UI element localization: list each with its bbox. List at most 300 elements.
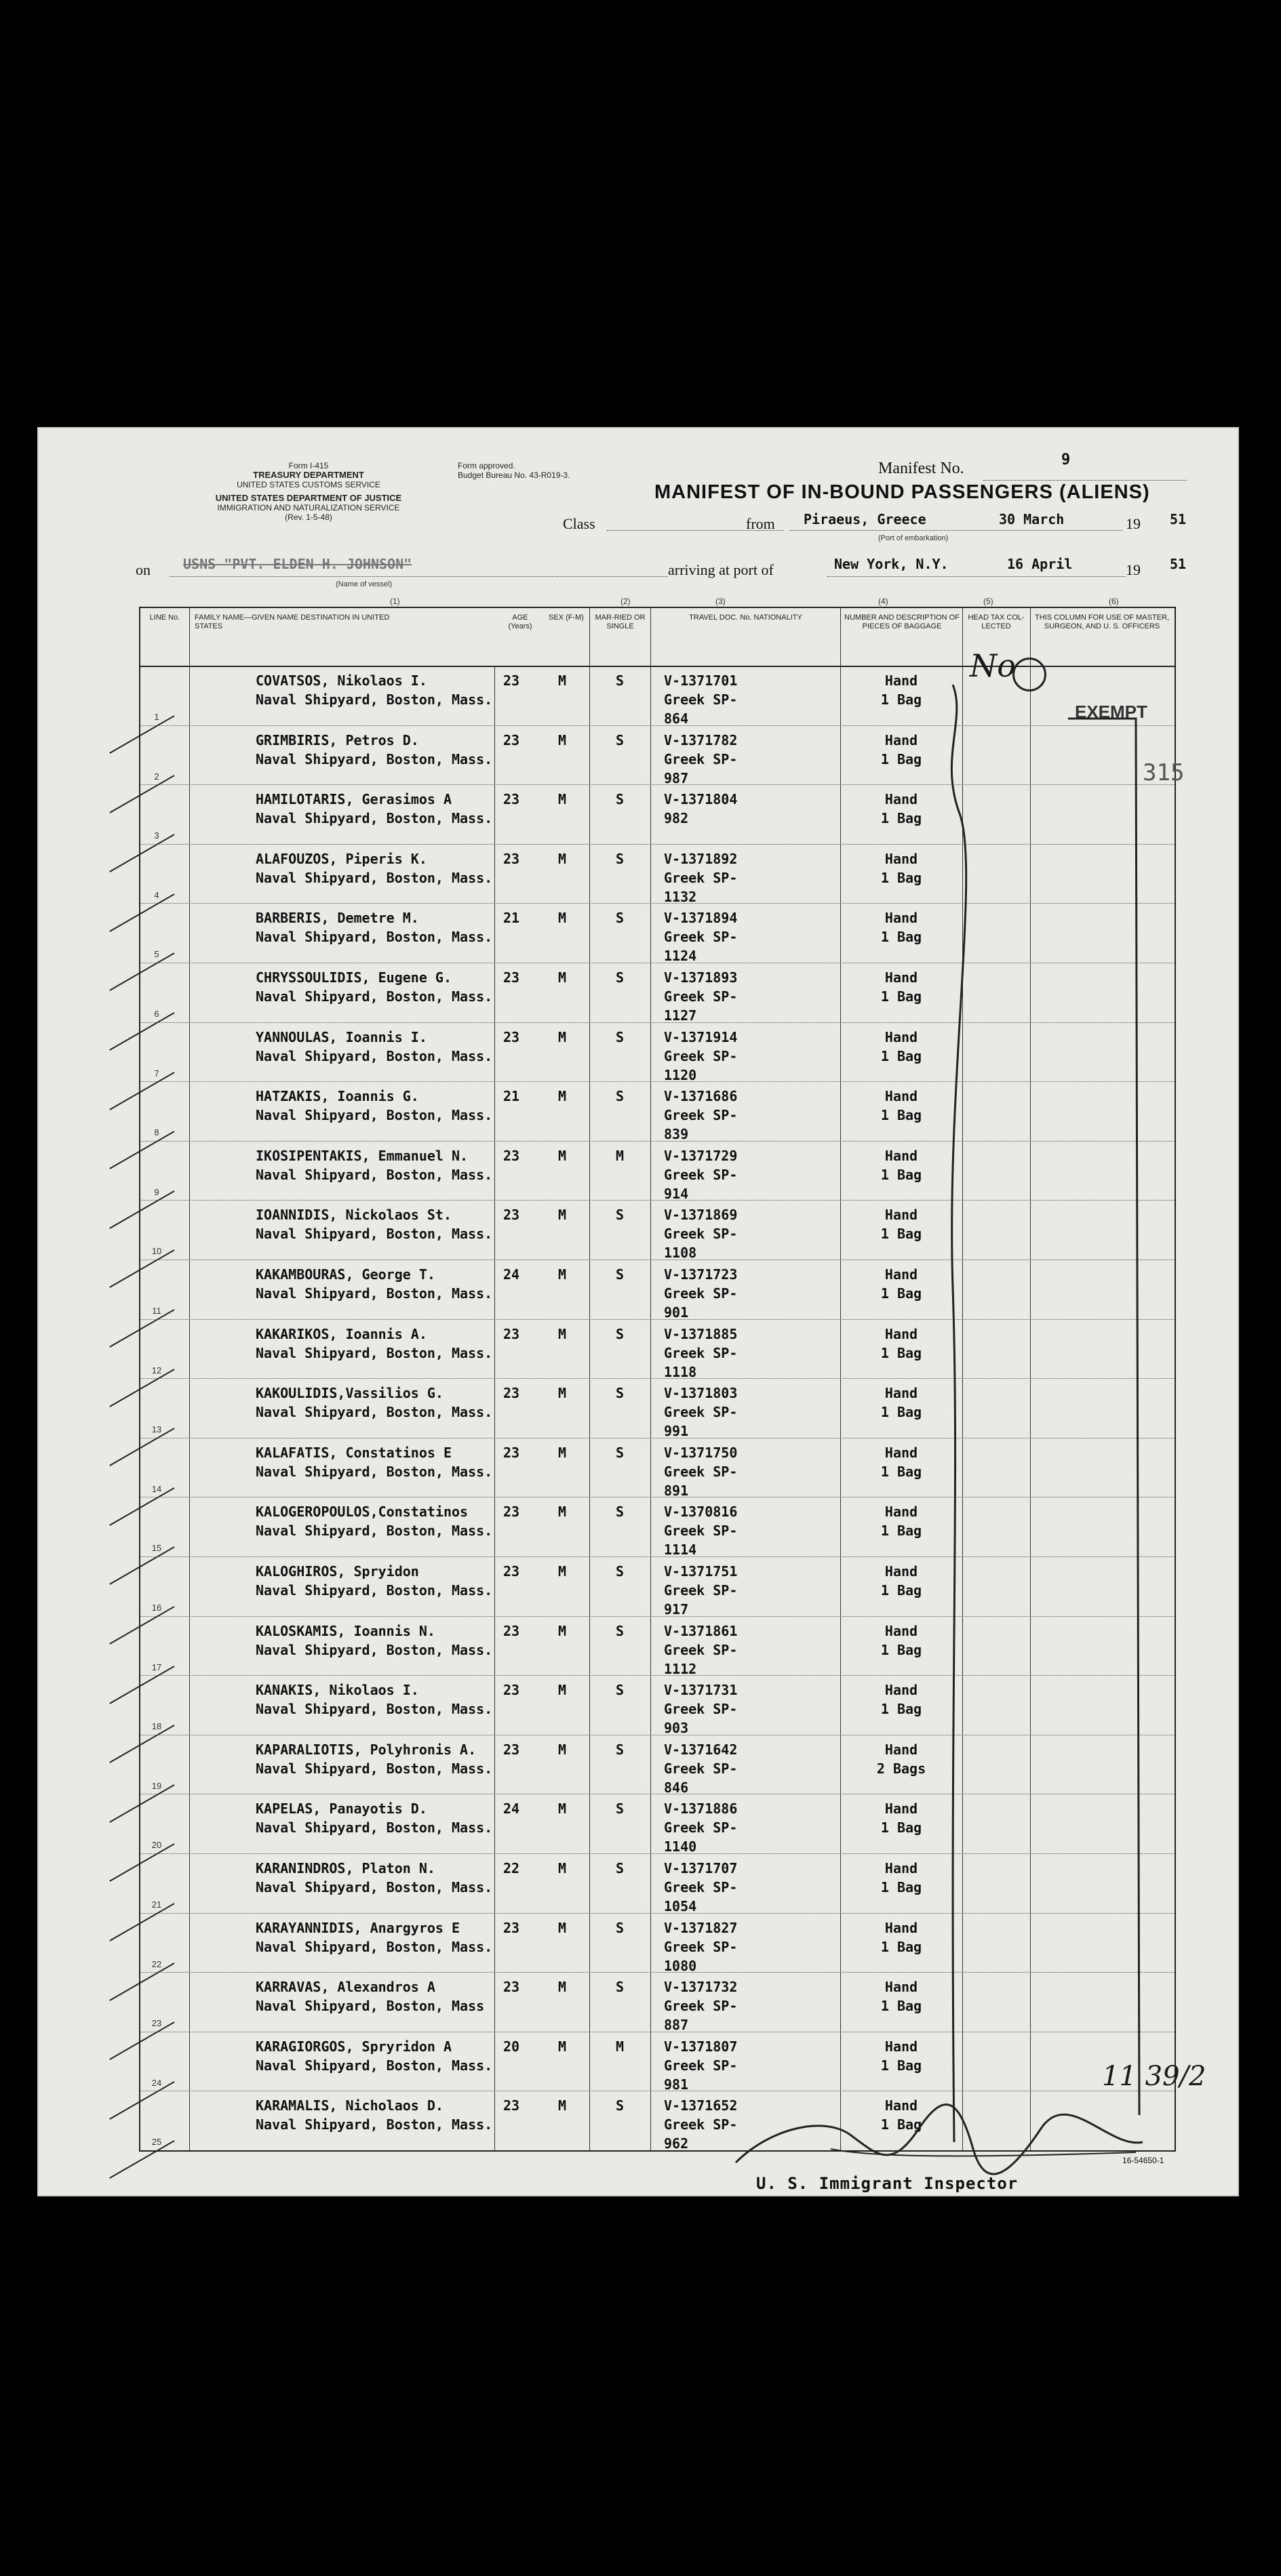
- form-approval: [458, 461, 570, 480]
- line-number: 16: [151, 1603, 162, 1613]
- baggage-line: Hand: [884, 1504, 918, 1521]
- passenger-name: KARRAVAS, Alexandros A: [256, 1979, 435, 1996]
- destination: Naval Shipyard, Boston, Mass.: [256, 988, 493, 1005]
- sex-cell: M: [557, 1682, 567, 1699]
- sex-cell: M: [557, 969, 567, 986]
- age-cell: 23: [502, 1504, 520, 1521]
- marital-status: S: [615, 731, 625, 748]
- marital-status: S: [615, 1504, 625, 1521]
- departure-date: 30 March: [999, 511, 1065, 527]
- line-number: 10: [151, 1246, 162, 1257]
- travel-doc-line: V-1371803: [664, 1385, 738, 1402]
- passenger-name: KALOGEROPOULOS,Constatinos: [256, 1504, 469, 1521]
- header-officers: THIS COLUMN FOR USE OF MASTER, SURGEON, AND U. S. OFFICERS: [1034, 613, 1169, 630]
- travel-doc-line: 982: [664, 810, 689, 827]
- destination: Naval Shipyard, Boston, Mass.: [256, 691, 493, 708]
- marital-status: S: [615, 910, 625, 927]
- marital-status: S: [615, 1563, 625, 1579]
- travel-doc-line: Greek SP-: [664, 1819, 738, 1836]
- baggage-line: 1 Bag: [880, 1047, 922, 1064]
- travel-document: [664, 1918, 737, 1975]
- travel-doc-line: V-1371751: [664, 1563, 738, 1579]
- header-sex: SEX (F-M): [549, 613, 584, 622]
- age-cell: 23: [502, 1741, 520, 1758]
- year-prefix: 19: [1126, 515, 1141, 532]
- marital-status: S: [615, 850, 625, 867]
- vessel-caption: (Name of vessel): [336, 580, 393, 588]
- passenger-name: KAKARIKOS, Ioannis A.: [256, 1325, 427, 1342]
- baggage-line: 2 Bags: [876, 1760, 926, 1777]
- age-cell: 24: [502, 1800, 520, 1817]
- passenger-name: KARAMALIS, Nicholaos D.: [256, 2097, 444, 2114]
- travel-doc-line: Greek SP-: [664, 1998, 738, 2015]
- travel-doc-line: V-1371732: [664, 1979, 738, 1996]
- arriving-label: arriving at port of: [668, 561, 774, 578]
- baggage-line: 1 Bag: [880, 691, 922, 708]
- travel-doc-line: 1120: [664, 1066, 697, 1083]
- age-cell: 23: [502, 672, 520, 689]
- travel-doc-line: Greek SP-: [664, 1226, 738, 1243]
- customs-service: UNITED STATES CUSTOMS SERVICE: [237, 480, 380, 489]
- travel-doc-line: V-1371731: [664, 1682, 738, 1699]
- sex-cell: M: [557, 791, 567, 808]
- travel-doc-line: 1108: [664, 1245, 697, 1262]
- baggage-line: Hand: [884, 1741, 918, 1758]
- marital-status: S: [615, 1385, 625, 1402]
- exempt-stamp: EXEMPT: [1075, 702, 1147, 722]
- agency-header: [132, 461, 485, 522]
- col-num-1: (1): [390, 597, 400, 606]
- marital-status: S: [615, 1682, 625, 1699]
- destination: Naval Shipyard, Boston, Mass.: [256, 1166, 493, 1183]
- travel-doc-line: V-1371892: [664, 850, 738, 867]
- marital-status: S: [615, 969, 625, 986]
- marital-status: S: [615, 1207, 625, 1224]
- travel-document: [664, 1205, 737, 1262]
- age-cell: 23: [502, 1682, 520, 1699]
- travel-doc-line: Greek SP-: [664, 988, 738, 1005]
- travel-document: [664, 1562, 737, 1619]
- destination: Naval Shipyard, Boston, Mass.: [256, 1523, 493, 1539]
- year-prefix-2: 19: [1126, 561, 1141, 578]
- travel-doc-line: 846: [664, 1779, 689, 1796]
- manifest-no-value: 9: [1061, 451, 1071, 468]
- passenger-name: YANNOULAS, Ioannis I.: [256, 1028, 427, 1045]
- travel-doc-line: Greek SP-: [664, 750, 738, 767]
- col-num-6: (6): [1109, 597, 1119, 606]
- travel-doc-line: 981: [664, 2076, 689, 2093]
- line-number: 25: [151, 2137, 162, 2148]
- travel-doc-line: V-1371642: [664, 1741, 738, 1758]
- travel-doc-line: Greek SP-: [664, 1582, 738, 1598]
- age-cell: 23: [502, 1979, 520, 1996]
- inspector-caption: U. S. Immigrant Inspector: [756, 2174, 1019, 2193]
- travel-doc-line: Greek SP-: [664, 1879, 738, 1895]
- travel-doc-line: 887: [664, 2017, 689, 2034]
- marital-status: S: [615, 1444, 625, 1461]
- travel-doc-line: Greek SP-: [664, 1641, 738, 1658]
- age-cell: 23: [502, 1028, 520, 1045]
- passenger-name: HAMILOTARIS, Gerasimos A: [256, 791, 452, 808]
- travel-doc-line: V-1371893: [664, 969, 738, 986]
- travel-doc-line: Greek SP-: [664, 1523, 738, 1539]
- baggage-line: 1 Bag: [880, 2116, 922, 2133]
- sex-cell: M: [557, 1028, 567, 1045]
- travel-doc-line: 1124: [664, 948, 697, 965]
- manifest-number-field: [878, 451, 1071, 478]
- baggage-line: 1 Bag: [880, 1582, 922, 1598]
- sex-cell: M: [557, 1622, 567, 1639]
- line-number: 21: [151, 1899, 162, 1910]
- baggage-line: Hand: [884, 969, 918, 986]
- sex-cell: M: [557, 2038, 567, 2055]
- travel-doc-line: Greek SP-: [664, 1404, 738, 1421]
- sex-cell: M: [557, 1800, 567, 1817]
- age-cell: 22: [502, 1860, 520, 1876]
- line-number: 23: [151, 2018, 162, 2029]
- sex-cell: M: [557, 1860, 567, 1876]
- travel-document: [664, 2037, 737, 2094]
- travel-doc-line: 901: [664, 1304, 689, 1321]
- travel-doc-line: 1118: [664, 1363, 697, 1380]
- baggage-line: 1 Bag: [880, 1226, 922, 1243]
- passenger-name: KARAYANNIDIS, Anargyros E: [256, 1919, 460, 1936]
- travel-document: [664, 1859, 737, 1916]
- sex-cell: M: [557, 1266, 567, 1283]
- marital-status: S: [615, 1622, 625, 1639]
- budget-bureau-text: Budget Bureau No. 43-R019-3.: [458, 470, 570, 480]
- line-number: 15: [151, 1543, 162, 1554]
- baggage-line: 1 Bag: [880, 1344, 922, 1361]
- sex-cell: M: [557, 850, 567, 867]
- destination: Naval Shipyard, Boston, Mass.: [256, 1641, 493, 1658]
- travel-doc-line: 1127: [664, 1007, 697, 1024]
- age-cell: 23: [502, 731, 520, 748]
- travel-document: [664, 790, 737, 828]
- baggage-line: Hand: [884, 850, 918, 867]
- travel-doc-line: V-1371886: [664, 1800, 738, 1817]
- travel-doc-line: Greek SP-: [664, 2116, 738, 2133]
- baggage-line: Hand: [884, 1622, 918, 1639]
- header-baggage: NUMBER AND DESCRIPTION OF PIECES OF BAGGAGE: [844, 613, 960, 630]
- baggage-line: 1 Bag: [880, 929, 922, 946]
- travel-doc-line: Greek SP-: [664, 1166, 738, 1183]
- passenger-name: KAKAMBOURAS, George T.: [256, 1266, 435, 1283]
- line-number: 7: [154, 1068, 159, 1079]
- travel-document: [664, 1265, 737, 1322]
- baggage-line: 1 Bag: [880, 1819, 922, 1836]
- travel-document: [664, 731, 737, 788]
- line-number: 13: [151, 1424, 162, 1435]
- from-label: from: [746, 515, 775, 532]
- baggage-line: 1 Bag: [880, 869, 922, 886]
- passenger-name: KAKOULIDIS,Vassilios G.: [256, 1385, 444, 1402]
- marital-status: M: [615, 1147, 625, 1164]
- marital-status: S: [615, 1741, 625, 1758]
- inspector-signature: [729, 2088, 1149, 2176]
- travel-document: [664, 1028, 737, 1085]
- passenger-name: KALOGHIROS, Spryidon: [256, 1563, 419, 1579]
- travel-document: [664, 671, 737, 728]
- passenger-name: COVATSOS, Nikolaos I.: [256, 672, 427, 689]
- travel-doc-line: 839: [664, 1126, 689, 1143]
- line-number: 6: [154, 1009, 159, 1019]
- stamp-number: 315: [1143, 759, 1185, 786]
- travel-document: [664, 1325, 737, 1382]
- sex-cell: M: [557, 1919, 567, 1936]
- travel-doc-line: 1112: [664, 1660, 697, 1677]
- travel-doc-line: 991: [664, 1423, 689, 1440]
- passenger-name: HATZAKIS, Ioannis G.: [256, 1088, 419, 1105]
- travel-doc-line: V-1371750: [664, 1444, 738, 1461]
- baggage-line: Hand: [884, 1147, 918, 1164]
- line-number: 12: [151, 1365, 162, 1375]
- header-age: AGE (Years): [508, 613, 532, 630]
- travel-doc-line: 914: [664, 1185, 689, 1202]
- travel-document: [664, 1740, 737, 1797]
- passenger-name: KARANINDROS, Platon N.: [256, 1860, 435, 1876]
- marital-status: S: [615, 791, 625, 808]
- age-cell: 23: [502, 850, 520, 867]
- col-num-4: (4): [878, 597, 888, 606]
- baggage-line: 1 Bag: [880, 1523, 922, 1539]
- travel-document: [664, 1443, 737, 1500]
- travel-doc-line: V-1371723: [664, 1266, 738, 1283]
- baggage-line: 1 Bag: [880, 1285, 922, 1302]
- destination: Naval Shipyard, Boston, Mass.: [256, 1938, 493, 1955]
- destination: Naval Shipyard, Boston, Mass.: [256, 1226, 493, 1243]
- destination: Naval Shipyard, Boston, Mass: [256, 1998, 485, 2015]
- passenger-name: CHRYSSOULIDIS, Eugene G.: [256, 969, 452, 986]
- destination: Naval Shipyard, Boston, Mass.: [256, 1463, 493, 1480]
- baggage-line: 1 Bag: [880, 1107, 922, 1124]
- travel-doc-line: V-1371782: [664, 731, 738, 748]
- sex-cell: M: [557, 1385, 567, 1402]
- line-number: 14: [151, 1483, 162, 1494]
- line-number: 8: [154, 1127, 159, 1138]
- line-number: 11: [152, 1306, 161, 1316]
- destination: Naval Shipyard, Boston, Mass.: [256, 810, 493, 827]
- baggage-line: Hand: [884, 1979, 918, 1996]
- baggage-line: 1 Bag: [880, 1879, 922, 1895]
- destination: Naval Shipyard, Boston, Mass.: [256, 2057, 493, 2074]
- sex-cell: M: [557, 1741, 567, 1758]
- line-number: 5: [154, 949, 159, 960]
- age-cell: 23: [502, 1444, 520, 1461]
- age-cell: 24: [502, 1266, 520, 1283]
- header-head-tax: HEAD TAX COL-LECTED: [968, 613, 1025, 630]
- marital-status: S: [615, 2097, 625, 2114]
- sex-cell: M: [557, 2097, 567, 2114]
- travel-doc-line: V-1371807: [664, 2038, 738, 2055]
- age-cell: 21: [502, 1088, 520, 1105]
- sex-cell: M: [557, 1325, 567, 1342]
- embarkation-port: Piraeus, Greece: [804, 511, 926, 527]
- age-cell: 23: [502, 1563, 520, 1579]
- travel-document: [664, 1384, 737, 1441]
- age-cell: 23: [502, 1147, 520, 1164]
- page-mark: 11 39/2: [1102, 2061, 1206, 2092]
- baggage-line: Hand: [884, 1444, 918, 1461]
- passenger-name: KAPARALIOTIS, Polyhronis A.: [256, 1741, 477, 1758]
- header-travel-doc: TRAVEL DOC. No. NATIONALITY: [689, 613, 802, 622]
- travel-doc-line: Greek SP-: [664, 1107, 738, 1124]
- baggage-line: Hand: [884, 2038, 918, 2055]
- destination: Naval Shipyard, Boston, Mass.: [256, 929, 493, 946]
- age-cell: 23: [502, 791, 520, 808]
- immigration-service: IMMIGRATION AND NATURALIZATION SERVICE: [217, 503, 400, 512]
- baggage-line: 1 Bag: [880, 988, 922, 1005]
- line-number: 17: [151, 1662, 162, 1672]
- baggage-line: Hand: [884, 910, 918, 927]
- travel-document: [664, 1622, 737, 1678]
- col-num-3: (3): [715, 597, 726, 606]
- marital-status: S: [615, 1028, 625, 1045]
- baggage-line: 1 Bag: [880, 1166, 922, 1183]
- line-number: 4: [154, 889, 159, 900]
- sex-cell: M: [557, 1444, 567, 1461]
- destination: Naval Shipyard, Boston, Mass.: [256, 1879, 493, 1895]
- baggage-line: 1 Bag: [880, 750, 922, 767]
- travel-doc-line: V-1371701: [664, 672, 738, 689]
- line-number: 3: [154, 830, 159, 841]
- passenger-name: KAPELAS, Panayotis D.: [256, 1800, 427, 1817]
- age-cell: 20: [502, 2038, 520, 2055]
- marital-status: S: [615, 1266, 625, 1283]
- travel-doc-line: V-1371729: [664, 1147, 738, 1164]
- travel-document: [664, 1502, 737, 1559]
- age-cell: 23: [502, 969, 520, 986]
- head-tax-note: No: [970, 647, 1016, 684]
- travel-document: [664, 849, 737, 906]
- passenger-name: KANAKIS, Nikolaos I.: [256, 1682, 419, 1699]
- passenger-name: KARAGIORGOS, Spryridon A: [256, 2038, 452, 2055]
- travel-doc-line: Greek SP-: [664, 1938, 738, 1955]
- manifest-no-label: Manifest No.: [878, 460, 964, 477]
- baggage-line: Hand: [884, 1385, 918, 1402]
- baggage-line: Hand: [884, 672, 918, 689]
- travel-document: [664, 1146, 737, 1203]
- travel-doc-line: V-1371894: [664, 910, 738, 927]
- baggage-line: Hand: [884, 1266, 918, 1283]
- destination: Naval Shipyard, Boston, Mass.: [256, 1701, 493, 1718]
- travel-document: [664, 2096, 737, 2153]
- sex-cell: M: [557, 1504, 567, 1521]
- col-num-2: (2): [620, 597, 631, 606]
- baggage-line: 1 Bag: [880, 1701, 922, 1718]
- baggage-line: Hand: [884, 791, 918, 808]
- arrival-date: 16 April: [1007, 556, 1073, 572]
- head-tax-bracket: [919, 678, 1204, 2149]
- line-number: 1: [154, 712, 159, 722]
- baggage-line: Hand: [884, 731, 918, 748]
- line-number: 9: [154, 1186, 159, 1197]
- travel-document: [664, 968, 737, 1025]
- destination: Naval Shipyard, Boston, Mass.: [256, 1344, 493, 1361]
- destination: Naval Shipyard, Boston, Mass.: [256, 869, 493, 886]
- marital-status: S: [615, 1325, 625, 1342]
- baggage-line: Hand: [884, 2097, 918, 2114]
- baggage-line: 1 Bag: [880, 810, 922, 827]
- sex-cell: M: [557, 1207, 567, 1224]
- travel-document: [664, 908, 737, 965]
- baggage-line: 1 Bag: [880, 1641, 922, 1658]
- class-label: Class: [563, 515, 595, 532]
- passenger-name: IOANNIDIS, Nickolaos St.: [256, 1207, 452, 1224]
- sex-cell: M: [557, 910, 567, 927]
- destination: Naval Shipyard, Boston, Mass.: [256, 1582, 493, 1598]
- age-cell: 23: [502, 2097, 520, 2114]
- destination: Naval Shipyard, Boston, Mass.: [256, 750, 493, 767]
- passenger-name: IKOSIPENTAKIS, Emmanuel N.: [256, 1147, 469, 1164]
- baggage-line: Hand: [884, 1860, 918, 1876]
- travel-doc-line: 987: [664, 769, 689, 786]
- travel-doc-line: V-1371861: [664, 1622, 738, 1639]
- passenger-name: KALAFATIS, Constatinos E: [256, 1444, 452, 1461]
- age-cell: 23: [502, 1385, 520, 1402]
- travel-doc-line: V-1371827: [664, 1919, 738, 1936]
- travel-doc-line: V-1371804: [664, 791, 738, 808]
- travel-doc-line: Greek SP-: [664, 1047, 738, 1064]
- travel-doc-line: 1080: [664, 1957, 697, 1974]
- passenger-name: GRIMBIRIS, Petros D.: [256, 731, 419, 748]
- treasury-department: TREASURY DEPARTMENT: [253, 470, 364, 480]
- marital-status: S: [615, 1919, 625, 1936]
- marital-status: S: [615, 1088, 625, 1105]
- destination: Naval Shipyard, Boston, Mass.: [256, 2116, 493, 2133]
- travel-doc-line: 864: [664, 710, 689, 727]
- baggage-line: 1 Bag: [880, 1404, 922, 1421]
- line-number: 20: [151, 1840, 162, 1851]
- baggage-line: Hand: [884, 1563, 918, 1579]
- line-number: 19: [151, 1780, 162, 1791]
- destination: Naval Shipyard, Boston, Mass.: [256, 1404, 493, 1421]
- arrival-port: New York, N.Y.: [834, 556, 949, 572]
- manifest-sheet: [37, 427, 1239, 2196]
- revision: (Rev. 1-5-48): [285, 512, 332, 522]
- form-number: Form I-415: [288, 461, 329, 470]
- form-approved-text: Form approved.: [458, 461, 515, 470]
- on-label: on: [136, 561, 151, 578]
- marital-status: S: [615, 672, 625, 689]
- line-number: 2: [154, 771, 159, 782]
- col-num-5: (5): [983, 597, 993, 606]
- form-footer-number: 16-54650-1: [1122, 2156, 1164, 2165]
- destination: Naval Shipyard, Boston, Mass.: [256, 1107, 493, 1124]
- travel-doc-line: Greek SP-: [664, 691, 738, 708]
- age-cell: 23: [502, 1325, 520, 1342]
- departure-year: 51: [1170, 511, 1187, 527]
- travel-doc-line: 962: [664, 2135, 689, 2152]
- travel-document: [664, 1977, 737, 2034]
- baggage-line: Hand: [884, 1919, 918, 1936]
- passenger-name: BARBERIS, Demetre M.: [256, 910, 419, 927]
- sex-cell: M: [557, 1979, 567, 1996]
- travel-doc-line: V-1371869: [664, 1207, 738, 1224]
- line-number: 24: [151, 2077, 162, 2088]
- baggage-line: 1 Bag: [880, 1463, 922, 1480]
- sex-cell: M: [557, 1088, 567, 1105]
- travel-doc-line: Greek SP-: [664, 1760, 738, 1777]
- destination: Naval Shipyard, Boston, Mass.: [256, 1285, 493, 1302]
- sex-cell: M: [557, 731, 567, 748]
- baggage-line: 1 Bag: [880, 1998, 922, 2015]
- port-caption: (Port of embarkation): [878, 534, 949, 542]
- travel-doc-line: V-1371707: [664, 1860, 738, 1876]
- line-number: 22: [151, 1958, 162, 1969]
- travel-doc-line: Greek SP-: [664, 1285, 738, 1302]
- travel-doc-line: V-1371686: [664, 1088, 738, 1105]
